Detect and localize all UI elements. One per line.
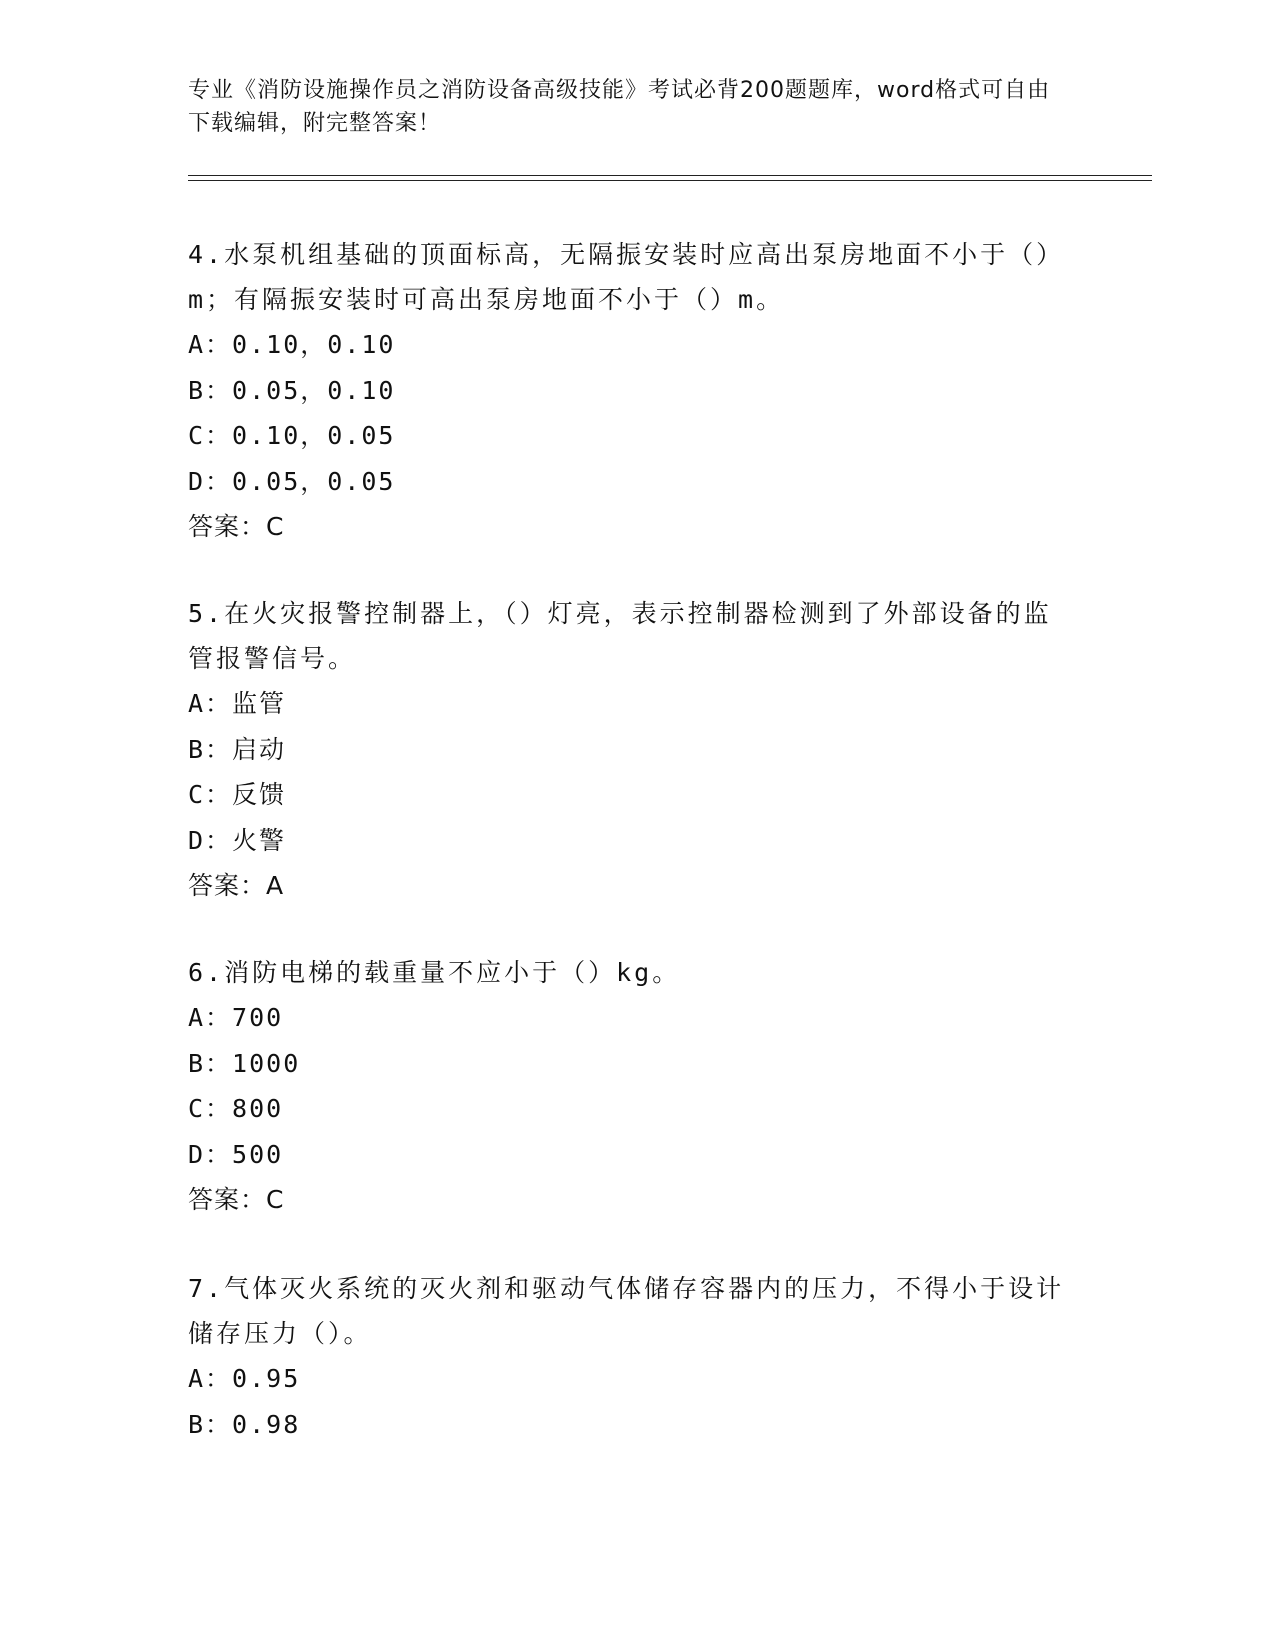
option-d: D：500 [188, 1139, 284, 1169]
header-divider-top [188, 175, 1152, 176]
header-divider-bottom [188, 180, 1152, 181]
question-6 [188, 950, 1068, 1223]
option-a: A：0.10，0.10 [188, 330, 396, 359]
option-b: B：启动 [188, 734, 287, 764]
question-stem: 4.水泵机组基础的顶面标高，无隔振安装时应高出泵房地面不小于（）m；有隔振安装时可高出泵房地面不小于（）m。 [188, 240, 1065, 314]
answer: 答案：C [188, 512, 285, 541]
option-a: A：700 [188, 1003, 284, 1032]
question-4 [188, 232, 1068, 550]
question-7 [188, 1266, 1068, 1447]
option-d: D：0.05，0.05 [188, 466, 396, 496]
document-header: 专业《消防设施操作员之消防设备高级技能》考试必背200题题库，word格式可自由下载编辑，附完整答案！ [188, 78, 1051, 136]
option-a: A：监管 [188, 689, 287, 718]
option-c: C：反馈 [188, 780, 287, 809]
option-c: C：800 [188, 1094, 284, 1123]
option-d: D：火警 [188, 825, 287, 855]
option-a: A：0.95 [188, 1364, 301, 1393]
question-stem: 5.在火灾报警控制器上，（）灯亮，表示控制器检测到了外部设备的监管报警信号。 [188, 599, 1052, 673]
answer: 答案：C [188, 1185, 285, 1214]
option-c: C：0.10，0.05 [188, 421, 396, 450]
question-stem: 6.消防电梯的载重量不应小于（）kg。 [188, 958, 681, 987]
option-b: B：0.98 [188, 1409, 301, 1439]
question-5 [188, 591, 1068, 909]
answer: 答案：A [188, 871, 285, 900]
option-b: B：0.05，0.10 [188, 375, 396, 405]
option-b: B：1000 [188, 1048, 301, 1078]
question-stem: 7.气体灭火系统的灭火剂和驱动气体储存容器内的压力，不得小于设计储存压力（）。 [188, 1274, 1065, 1348]
